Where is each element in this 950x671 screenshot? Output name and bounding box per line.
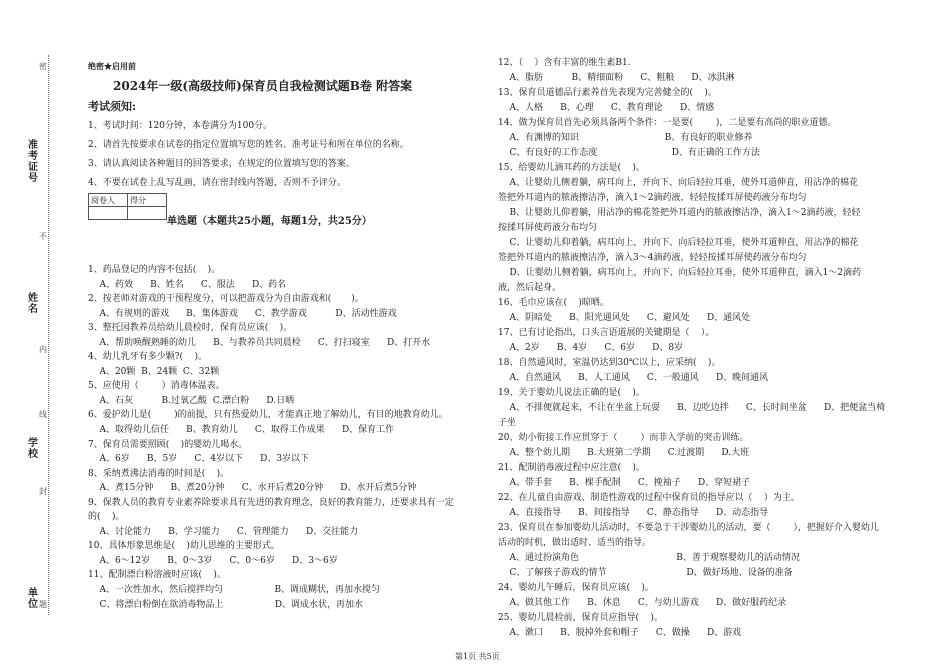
unit-label: 单位 <box>28 588 38 610</box>
question-line: B、让婴幼儿仰着躺，用沾净的棉花签把外耳道内的脓液擦洁净，滴入1～2滴药液，轻轻 <box>498 208 861 218</box>
score-table-reviewer: 阅卷人 <box>89 194 128 207</box>
left-question-column <box>88 263 454 612</box>
notice-item: 2、请首先按要求在试卷的指定位置填写您的姓名、准考证号和所在单位的名称。 <box>88 140 409 150</box>
question-line: C、将漂白粉倒在欲消毒物品上 D、调成水状，再加水 <box>88 599 364 610</box>
question-line: 15、给婴幼儿滴耳药的方法是( )。 <box>498 163 645 173</box>
question-line: 14、做为保育员首先必须具备两个条件：一是要( )，二是要有高尚的职业道德。 <box>498 118 837 128</box>
question-line: 22、在儿童自由游戏、制造性游戏的过程中保育员的指导应以（ ）为主。 <box>498 493 800 503</box>
question-line: A、一次性加水，然后搅拌均匀 B、调成糊状，再加水搅匀 <box>88 585 381 596</box>
question-line: A、整个幼儿期 B.大班第二学期 C.过渡期 D.大班 <box>498 448 750 458</box>
question-line: A、直接指导 B、间接指导 C、静态指导 D、动态指导 <box>498 508 769 518</box>
question-line: A、6岁 B、5岁 C、4岁以下 D、3岁以下 <box>88 454 310 465</box>
question-line: A、自然通风 B、人工通风 C、一般通风 D、晚间通风 <box>498 373 769 383</box>
question-line: A、阴暗处 B、阳光通风处 C、避风处 D、通风处 <box>498 313 751 323</box>
seal-char: 密 <box>39 62 47 71</box>
question-line: 21、配制消毒液过程中应注意( )。 <box>498 463 645 473</box>
seal-char: 题 <box>39 600 47 609</box>
question-line: C、有良好的工作态度 D、有正确的工作方法 <box>498 148 760 158</box>
question-line: 17、已有讨论指出，口头言语道展的关键期是（ ）。 <box>498 328 715 338</box>
seal-char: 内 <box>39 345 47 354</box>
question-line: 19、关于婴幼儿说法正确的是( )。 <box>498 388 645 398</box>
question-line: A、20颗 B、24颗 C、32颗 <box>88 366 220 377</box>
binding-margin <box>0 0 70 671</box>
question-line: 7、保育员需要照顾( )的婴幼儿喝水。 <box>88 439 248 450</box>
notice-item: 4、不要在试卷上乱写乱画，请在密封线内答题，否则不予评分。 <box>88 178 346 188</box>
question-line: A、有渊博的知识 B、有良好的职业修养 <box>498 133 753 143</box>
question-line: 23、保育员在参加婴幼儿活动时，不要急于干涉婴幼儿的活动，要（ ），把握好介入婴幼儿 <box>498 523 879 533</box>
question-line: 按揉耳屏使药液分布均匀 <box>498 223 598 233</box>
question-line: A、取得幼儿信任 B、教育幼儿 C、取得工作成果 D、保育工作 <box>88 425 395 436</box>
score-table-cell[interactable] <box>89 207 128 220</box>
question-line: 活动的时机，做出适时、适当的指导。 <box>498 538 652 548</box>
question-line: 24、婴幼儿午睡后，保育员应该( )。 <box>498 583 654 593</box>
question-line: A、有规则的游戏 B、集体游戏 C、教学游戏 D、活动性游戏 <box>88 308 397 319</box>
question-line: 8、采纳煮沸法消毒的时间是( )。 <box>88 468 230 479</box>
question-line: A、石灰 B.过氧乙酸 C.漂白粉 D.日晒 <box>88 395 295 406</box>
question-line: 的( )。 <box>88 512 125 523</box>
question-line: A、帮助唤醒熟睡的幼儿 B、与教养员共同晨检 C、打扫寝室 D、打开水 <box>88 337 431 348</box>
question-line: A、做其他工作 B、休息 C、与幼儿游戏 D、做好服药纪录 <box>498 598 787 608</box>
score-table-score: 得分 <box>128 194 167 207</box>
question-line: 子坐 <box>498 418 517 428</box>
question-line: A、通过扮演角色 B、善于观察婴幼儿的活动情况 <box>498 553 800 563</box>
score-table-cell[interactable] <box>128 207 167 220</box>
page-title: 2024年一级(高级技师)保育员自我检测试题B卷 附答案 <box>113 79 413 93</box>
question-line: A、讨论能力 B、学习能力 C、管理能力 D、交往能力 <box>88 526 359 537</box>
question-line: 5、应使用（ ）消毒体温表。 <box>88 381 225 392</box>
question-line: 12、（ ）含有丰富的维生素B1. <box>498 58 631 68</box>
question-line: 18、自然通风时，室温仍达到30℃以上，应采纳( )。 <box>498 358 721 368</box>
exam-number-label: 准考证号 <box>28 140 38 184</box>
question-line: 签把外耳道内的脓液擦洁净，滴入3～4滴药液，轻轻按揉耳屏使药液分布均匀 <box>498 253 807 263</box>
question-line: 25、婴幼儿晨检前，保育员应指导( )。 <box>498 613 663 623</box>
question-line: 3、整托园教养员给幼儿晨检时，保育员应该( )。 <box>88 323 293 334</box>
name-label: 姓名 <box>28 293 38 315</box>
notice-item: 3、请认真阅读各种题目的回答要求，在规定的位置填写您的答案。 <box>88 159 355 169</box>
question-line: 9、保教人员的教育专业素养除要求具有先进的教育理念，良好的教育能力，还要求具有一定 <box>88 497 454 508</box>
question-line: 液，然后起身。 <box>498 283 562 293</box>
question-line: C、了解孩子游戏的情节 D、做好场地、设备的准备 <box>498 568 793 578</box>
school-label: 学校 <box>28 438 38 460</box>
question-line: A、带手套 B、棵手配制 C、挽袖子 D、穿短裙子 <box>498 478 751 488</box>
section-title: 单选题（本题共25小题，每题1分，共25分） <box>167 216 372 227</box>
question-line: 20、幼小衔接工作应贯穿于（ ）而非入学前的突击训练。 <box>498 433 749 443</box>
secret-mark: 绝密★启用前 <box>88 61 136 71</box>
question-line: 签把外耳道内的脓液擦洁净，滴入1～2滴药液，轻轻按揉耳屏使药液分布均匀 <box>498 193 807 203</box>
question-line: C、让婴幼儿仰着躺，病耳向上，并向下、向后轻拉耳垂，使外耳道伸直，用沾净的棉花 <box>498 238 859 248</box>
question-line: 10、具体形象思维是( )幼儿思维的主要形式。 <box>88 541 280 552</box>
seal-char: 线 <box>39 410 47 419</box>
right-question-column <box>498 56 885 641</box>
question-line: 2、按老师对游戏的干预程度分，可以把游戏分为自由游戏和( )。 <box>88 294 364 305</box>
question-line: A、6～12岁 B、0～3岁 C、0～6岁 D、3～6岁 <box>88 555 338 566</box>
question-line: A、药效 B、姓名 C、服法 D、药名 <box>88 279 287 290</box>
question-line: 11、配制漂白粉溶液时应该( )。 <box>88 570 226 581</box>
question-line: A、脂肪 B、精细面粉 C、粗粮 D、冰淇淋 <box>498 73 735 83</box>
question-line: A、不排便就起来，不让在坐盆上玩耍 B、边吃边拌 C、长时间坐盆 D、把便盆当椅 <box>498 403 886 413</box>
page-footer: 第1页 共5页 <box>455 652 500 661</box>
question-line: D、让婴幼儿侧着躺，病耳向上，并向下、向后轻拉耳垂，使外耳道伸直，滴入1～2滴药 <box>498 268 862 278</box>
notice-title: 考试须知: <box>88 100 137 113</box>
question-line: 6、爱护幼儿是( )的前提，只有热爱幼儿，才能真正地了解幼儿，有目的地教育幼儿。 <box>88 410 448 421</box>
seal-char: 封 <box>39 487 47 496</box>
question-line: 13、保育员道德品行素养首先表现为完善健全的( )。 <box>498 88 717 98</box>
question-line: A、让婴幼儿侧着躺，病耳向上，并向下、向后轻拉耳垂，使外耳道伸直，用沾净的棉花 <box>498 178 858 188</box>
notice-item: 1、考试时间：120分钟，本卷满分为100分。 <box>88 121 273 131</box>
score-table <box>88 193 167 220</box>
question-line: A、人格 B、心理 C、教育理论 D、情感 <box>498 103 715 113</box>
question-line: A、2岁 B、4岁 C、6岁 D、8岁 <box>498 343 684 353</box>
question-line: A、煮15分钟 B、煮20分钟 C、水开后煮20分钟 D、水开后煮5分钟 <box>88 483 417 494</box>
question-line: 4、幼儿乳牙有多少颗?( )。 <box>88 352 208 363</box>
seal-line <box>48 55 49 615</box>
question-line: 1、药品登记的内容不包括( )。 <box>88 265 221 275</box>
question-line: 16、毛巾应该在( )晾晒。 <box>498 298 609 308</box>
seal-char: 不 <box>39 232 47 241</box>
question-line: A、漱口 B、脱掉外套和帽子 C、做操 D、游戏 <box>498 628 742 638</box>
